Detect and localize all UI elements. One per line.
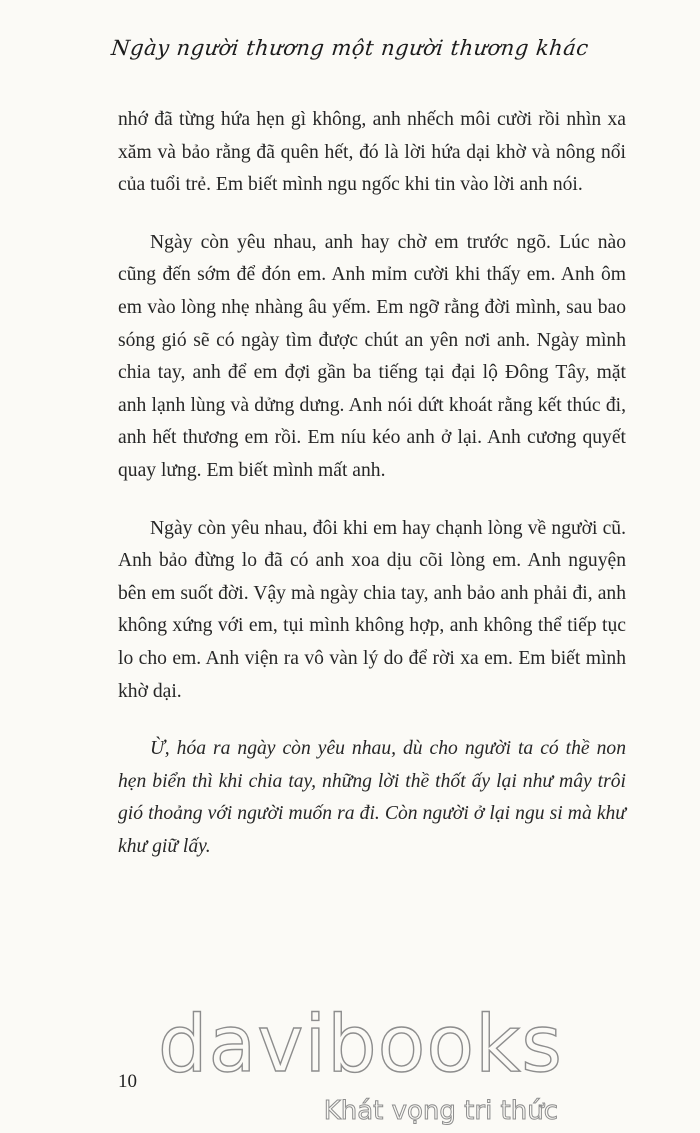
paragraph-4-italic: Ừ, hóa ra ngày còn yêu nhau, dù cho người ta có thề non hẹn biển thì khi chia tay, những lời thề thốt ấy lại như mây trôi gió thoảng với người muốn ra đi. Còn người ở lại ngu si mà khư khư giữ lấy. [118,738,626,857]
paragraph-1: nhớ đã từng hứa hẹn gì không, anh nhếch môi cười rồi nhìn xa xăm và bảo rằng đã quên hết, đó là lời hứa dại khờ và nông nổi của tuổi trẻ. Em biết mình ngu ngốc khi tin vào lời anh nói. [118,109,626,196]
watermark-tagline: Khát vọng tri thức [323,1096,558,1126]
paragraph-2: Ngày còn yêu nhau, anh hay chờ em trước ngõ. Lúc nào cũng đến sớm để đón em. Anh mỉm cười khi thấy em. Anh ôm em vào lòng nhẹ nhàng âu yếm. Em ngỡ rằng đời mình, sau bao sóng gió sẽ có ngày tìm được chút an yên nơi anh. Ngày mình chia tay, anh để em đợi gần ba tiếng tại đại lộ Đông Tây, mặt anh lạnh lùng và dửng dưng. Anh nói dứt khoát rằng kết thúc đi, anh hết thương em rồi. Em níu kéo anh ở lại. Anh cương quyết quay lưng. Em biết mình mất anh. [118,231,626,481]
running-head-title: Ngày người thương một người thương khác [110,36,590,60]
watermark [158,1000,563,1126]
paragraph-3: Ngày còn yêu nhau, đôi khi em hay chạnh lòng về người cũ. Anh bảo đừng lo đã có anh xoa dịu cõi lòng em. Anh nguyện bên em suốt đời. Vậy mà ngày chia tay, anh bảo anh phải đi, anh không xứng với em, tụi mình không hợp, anh không thể tiếp tục lo cho em. Anh viện ra vô vàn lý do để rời xa em. Em biết mình khờ dại. [118,517,626,702]
body-text [118,104,626,888]
watermark-logo: davibooks [158,1000,563,1090]
page-number: 10 [118,1071,137,1092]
